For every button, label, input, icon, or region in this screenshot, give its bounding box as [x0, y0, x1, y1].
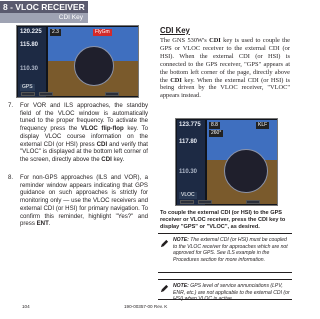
right-softkey-2 — [198, 200, 212, 204]
note-label: NOTE: — [173, 283, 189, 289]
key-name: VLOC flip-flop — [80, 125, 124, 133]
step-text — [20, 174, 148, 228]
note-body: GPS level of service annunciations (LPV, ENR, etc.) are not applicable to the external CDI (or HSI) when VLOC is active. — [173, 283, 290, 303]
right-softkey-1 — [180, 200, 194, 204]
left-gps-annunciation: GPS — [22, 84, 33, 90]
text-run: key. To display VLOC course information on the external CDI (or HSI) press — [20, 125, 148, 148]
step-7 — [8, 102, 148, 174]
step-number: 8. — [8, 174, 14, 181]
left-freq-1: 120.225 — [20, 29, 42, 35]
left-freq-2: 115.80 — [20, 42, 39, 48]
left-dist: 2.3 — [52, 29, 59, 35]
text-run: key is used to couple the GPS or VLOC receiver to the external CDI (or HSI). When the external CDI (or HSI) is connected to the GPS receiver, "GPS" appears at the bottom left corner of the page, directly above the — [160, 37, 290, 84]
left-fp-label: FlyGm — [95, 29, 110, 35]
left-softkey-1 — [21, 92, 35, 96]
note-text — [173, 237, 290, 263]
document-number: 190-00357-00 Rev. K — [124, 304, 168, 309]
figure-caption: To couple the external CDI (or HSI) to the GPS receiver or VLOC receiver, press the CDI key to display "GPS" or "VLOC", as desired. — [160, 210, 286, 230]
right-waypoint: KLF — [258, 122, 268, 128]
step-number: 7. — [8, 102, 14, 109]
left-softkey-2 — [39, 92, 53, 96]
key-name: CDI — [96, 140, 108, 148]
right-softkey-3 — [246, 200, 260, 204]
right-freq-3: 110.30 — [179, 169, 198, 175]
note-label: NOTE: — [173, 237, 189, 243]
subsection-header: CDI Key — [0, 13, 88, 23]
right-screen-image — [175, 118, 278, 206]
right-bearing: 260° — [211, 130, 222, 136]
section-body — [160, 37, 290, 100]
text-run: and verify that "VLOC" is displayed at the bottom left corner of the screen, directly above the — [20, 140, 148, 163]
key-name: CDI — [170, 76, 182, 84]
key-name: ENT — [36, 220, 49, 228]
step-text — [20, 102, 148, 164]
text-run: . — [48, 220, 51, 228]
text-run: The GNS 530W's — [160, 37, 210, 44]
section-header: 8 - VLOC RECEIVER — [0, 1, 88, 13]
right-freq-2: 117.80 — [179, 139, 198, 145]
left-freq-3: 110.30 — [20, 66, 39, 72]
step-8 — [8, 174, 148, 238]
note-body: The external CDI (or HSI) must be coupled to the VLOC receiver for approaches which are not approved for GPS. See ILS example in the Procedures section for more information. — [173, 237, 288, 263]
left-screen-image — [16, 25, 139, 98]
right-freq-1: 123.775 — [179, 122, 201, 128]
page-number: 104 — [22, 304, 30, 309]
text-run: For VOR and ILS approaches, the standby field of the VLOC window is automatically tuned to the proper frequency. To activate the frequency press the — [20, 102, 148, 133]
note-pencil-icon — [160, 239, 169, 248]
left-softkey-3 — [105, 92, 119, 96]
note-1 — [158, 233, 292, 273]
note-2 — [158, 279, 292, 303]
text-run: key. When the external CDI (or HSI) is being driven by the VLOC receiver, "VLOC" appears instead. — [160, 76, 290, 100]
right-hsi-icon — [224, 149, 268, 193]
section-title: CDI Key — [160, 26, 190, 35]
left-hsi-icon — [74, 46, 114, 86]
right-vloc-annunciation: VLOC — [181, 192, 195, 198]
key-name: CDI — [209, 37, 221, 44]
right-dist: 8.8 — [211, 122, 218, 128]
note-pencil-icon — [160, 284, 169, 293]
key-name: CDI — [101, 155, 112, 163]
text-run: key. — [111, 155, 125, 163]
note-text — [173, 283, 290, 303]
text-run: For non-GPS approaches (ILS and VOR), a reminder window appears indicating that GPS guidance on such approaches is strictly for monitoring only — use the VLOC receivers and external CDI (or HSI) for primary navigation. To confirm this reminder, highlight "Yes?" and press — [20, 174, 148, 228]
